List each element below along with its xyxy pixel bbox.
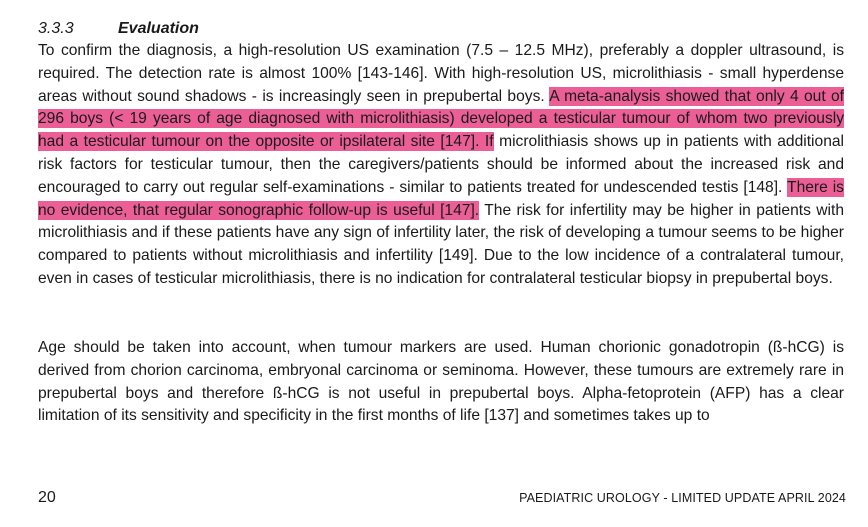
footer-document-title: PAEDIATRIC UROLOGY - LIMITED UPDATE APRIL 2024	[519, 491, 846, 505]
section-number: 3.3.3	[38, 20, 74, 37]
body-paragraph-1	[38, 40, 844, 291]
section-title: Evaluation	[118, 20, 199, 37]
body-paragraph-2	[38, 337, 844, 428]
highlighted-text[interactable]: A meta-analysis showed that only 4 out of 296 boys (< 19 years of age diagnosed with microlithiasis) developed a testicular tumour of whom two previously had a testicular tumour on the opposite or ipsilateral site [147]. If	[38, 87, 844, 151]
paragraph-text: Age should be taken into account, when tumour markers are used. Human chorionic gonadotropin (ß-hCG) is derived from chorion carcinoma, embryonal carcinoma or seminoma. However, these tumours are extremely rare in prepubertal boys and therefore ß-hCG is not useful in prepubertal boys. Alpha-fetoprotein (AFP) has a clear limitation of its sensitivity and specificity in the first months of life [137] and sometimes takes up to	[38, 339, 844, 425]
section-heading	[38, 19, 199, 39]
highlighted-text[interactable]: There is no evidence, that regular sonographic follow-up is useful [147].	[38, 178, 844, 219]
paragraph-text: To confirm the diagnosis, a high-resolution US examination (7.5 – 12.5 MHz), preferably a doppler ultrasound, is required. The detection rate is almost 100% [143-146]. With high-resolution US, microlithiasis - small hyperdense areas without sound shadows - is increasingly seen in prepubertal boys.	[38, 42, 844, 105]
paragraph-text: The risk for infertility may be higher in patients with microlithiasis and if these patients have any sign of infertility later, the risk of developing a tumour seems to be higher compared to patients without microlithiasis and infertility [149]. Due to the low incidence of a contralateral tumour, even in cases of testicular microlithiasis, there is no indication for contralateral testicular biopsy in prepubertal boys.	[38, 201, 845, 287]
paragraph-text: microlithiasis shows up in patients with additional risk factors for testicular tumour, then the caregivers/patients should be informed about the increased risk and encouraged to carry out regular self-examinations - similar to patients treated for undescended testis [148].	[38, 133, 845, 196]
page-number: 20	[38, 489, 56, 506]
